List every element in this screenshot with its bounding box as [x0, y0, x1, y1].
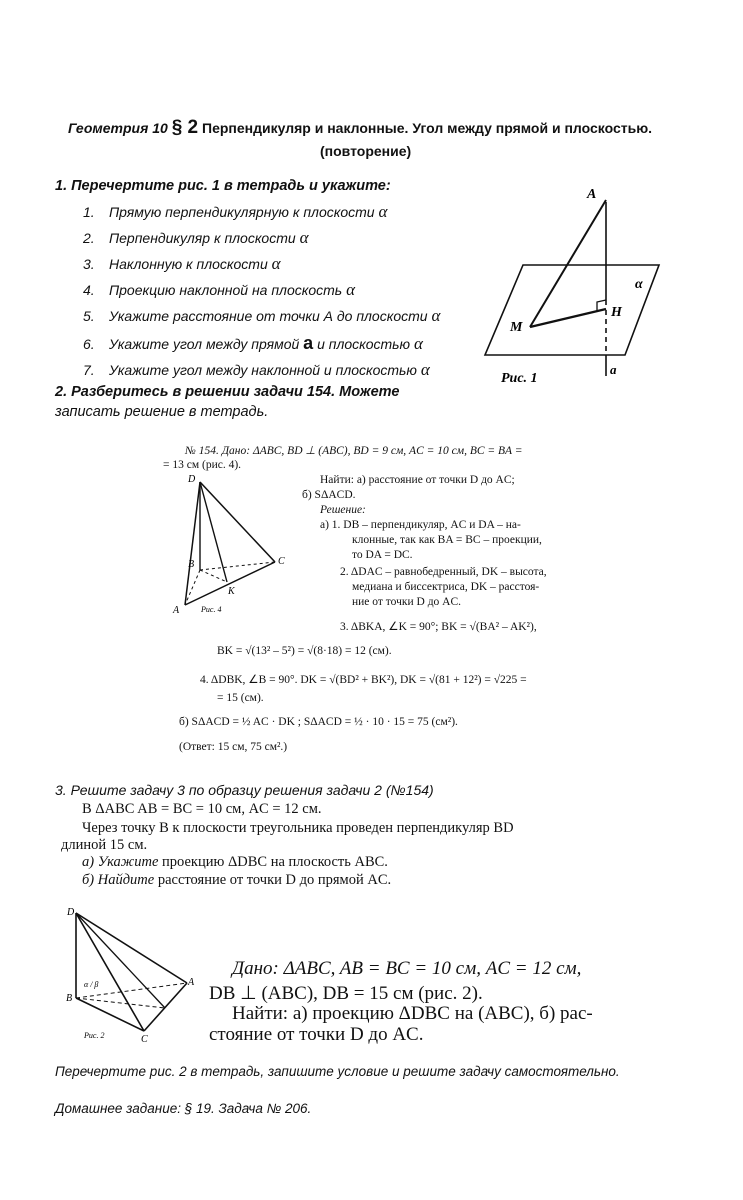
label-K: K — [228, 586, 235, 597]
footer-homework: Домашнее задание: § 19. Задача № 206. — [55, 1101, 312, 1116]
given-line3: Найти: а) проекцию ΔDBC на (ABC), б) рас- — [232, 1003, 593, 1024]
task1-heading: 1. Перечертите рис. 1 в тетрадь и укажите: — [55, 178, 391, 194]
page-subtitle: (повторение) — [320, 143, 412, 159]
label-a: a — [610, 362, 617, 377]
label-C: C — [141, 1034, 148, 1045]
p154-s4a: 4. ΔDBK, ∠B = 90°. DK = √(BD² + BK²), DK = √(81 + 12²) = √225 = — [200, 674, 527, 686]
p154-s4b: = 15 (см). — [217, 692, 264, 704]
p154-answer: (Ответ: 15 см, 75 см².) — [179, 741, 288, 753]
task1-item: 1. Прямую перпендикулярную к плоскости α — [83, 202, 388, 221]
task1-item: 5. Укажите расстояние от точки А до плоскости α — [83, 306, 441, 325]
p154-s2c: ние от точки D до AC. — [352, 596, 462, 608]
p154-find2: б) SΔACD. — [302, 489, 356, 501]
figure-4 — [165, 470, 295, 620]
p154-s3b: BK = √(13² – 5²) = √(8·18) = 12 (см). — [217, 645, 392, 657]
caption-fig2: Рис. 2 — [84, 1031, 105, 1040]
p154-s5: б) SΔACD = ½ AC · DK ; SΔACD = ½ · 10 · 15 = 75 (см²). — [179, 716, 458, 728]
p154-find1: Найти: а) расстояние от точки D до AC; — [320, 474, 515, 486]
p154-s3a: 3. ΔBKA, ∠K = 90°; BK = √(BA² – AK²), — [340, 621, 537, 633]
given-line4: стояние от точки D до AC. — [209, 1024, 424, 1045]
label-D: D — [67, 907, 75, 918]
p154-s1b: клонные, так как BA = BC – проекции, — [352, 534, 542, 546]
label-alpha: α — [635, 277, 643, 292]
figure-1 — [475, 180, 675, 385]
p154-sol-label: Решение: — [320, 504, 366, 516]
given-line1: Дано: ΔABC, AB = BC = 10 см, AC = 12 см, — [232, 958, 582, 979]
plane-alpha — [485, 265, 659, 355]
p154-head2: = 13 см (рис. 4). — [163, 459, 242, 471]
label-A: A — [188, 977, 195, 988]
label-M: M — [510, 320, 523, 335]
task3-l4: а) Укажите проекцию ΔDBC на плоскость ABC. — [82, 854, 388, 870]
p154-s2b: медиана и биссектриса, DK – расстоя- — [352, 581, 540, 593]
task1-item: 7. Укажите угол между наклонной и плоскостью α — [83, 360, 430, 379]
label-H: H — [611, 305, 622, 320]
task2-line2: записать решение в тетрадь. — [55, 404, 269, 420]
label-D: D — [188, 474, 196, 485]
segment-MH — [530, 309, 606, 327]
segment-AM — [530, 200, 606, 327]
given-line2: DB ⊥ (ABC), DB = 15 см (рис. 2). — [209, 983, 483, 1004]
p154-head1: № 154. Дано: ΔABC, BD ⊥ (ABC), BD = 9 см, AC = 10 см, BC = BA = — [185, 445, 523, 457]
title-prefix: Геометрия 10 — [68, 120, 168, 136]
task1-item: 6. Укажите угол между прямой a и плоскостью α — [83, 333, 423, 353]
label-A: A — [587, 187, 597, 202]
page-title — [68, 117, 652, 139]
label-B: B — [188, 559, 195, 570]
label-angles: α / β — [84, 980, 99, 989]
label-B: B — [66, 993, 73, 1004]
figure-2 — [62, 905, 202, 1045]
p154-s1a: а) 1. DB – перпендикуляр, AC и DA – на- — [320, 519, 521, 531]
task3-heading: 3. Решите задачу 3 по образцу решения задачи 2 (№154) — [55, 782, 434, 798]
task2-line1: 2. Разберитесь в решении задачи 154. Можете — [55, 384, 400, 400]
label-A: A — [173, 605, 180, 616]
caption-fig4: Рис. 4 — [201, 605, 222, 614]
task3-l2: Через точку B к плоскости треугольника проведен перпендикуляр BD — [82, 820, 514, 836]
task3-l5: б) Найдите расстояние от точки D до прямой AC. — [82, 872, 392, 888]
task1-item: 4. Проекцию наклонной на плоскость α — [83, 280, 355, 299]
footer-instruction: Перечертите рис. 2 в тетрадь, запишите условие и решите задачу самостоятельно. — [55, 1064, 620, 1079]
caption-fig1: Рис. 1 — [501, 371, 538, 385]
task1-item: 2. Перпендикуляр к плоскости α — [83, 228, 309, 247]
label-C: C — [278, 556, 285, 567]
title-main: Перпендикуляр и наклонные. Угол между прямой и плоскостью. — [202, 120, 653, 136]
p154-s1c: то DA = DC. — [352, 549, 413, 561]
task1-item: 3. Наклонную к плоскости α — [83, 254, 281, 273]
task3-l3: длиной 15 см. — [61, 837, 148, 853]
task3-l1: В ΔABC AB = BC = 10 см, AC = 12 см. — [82, 801, 322, 817]
p154-s2a: 2. ΔDAC – равнобедренный, DK – высота, — [340, 566, 547, 578]
title-section: § 2 — [171, 117, 199, 138]
